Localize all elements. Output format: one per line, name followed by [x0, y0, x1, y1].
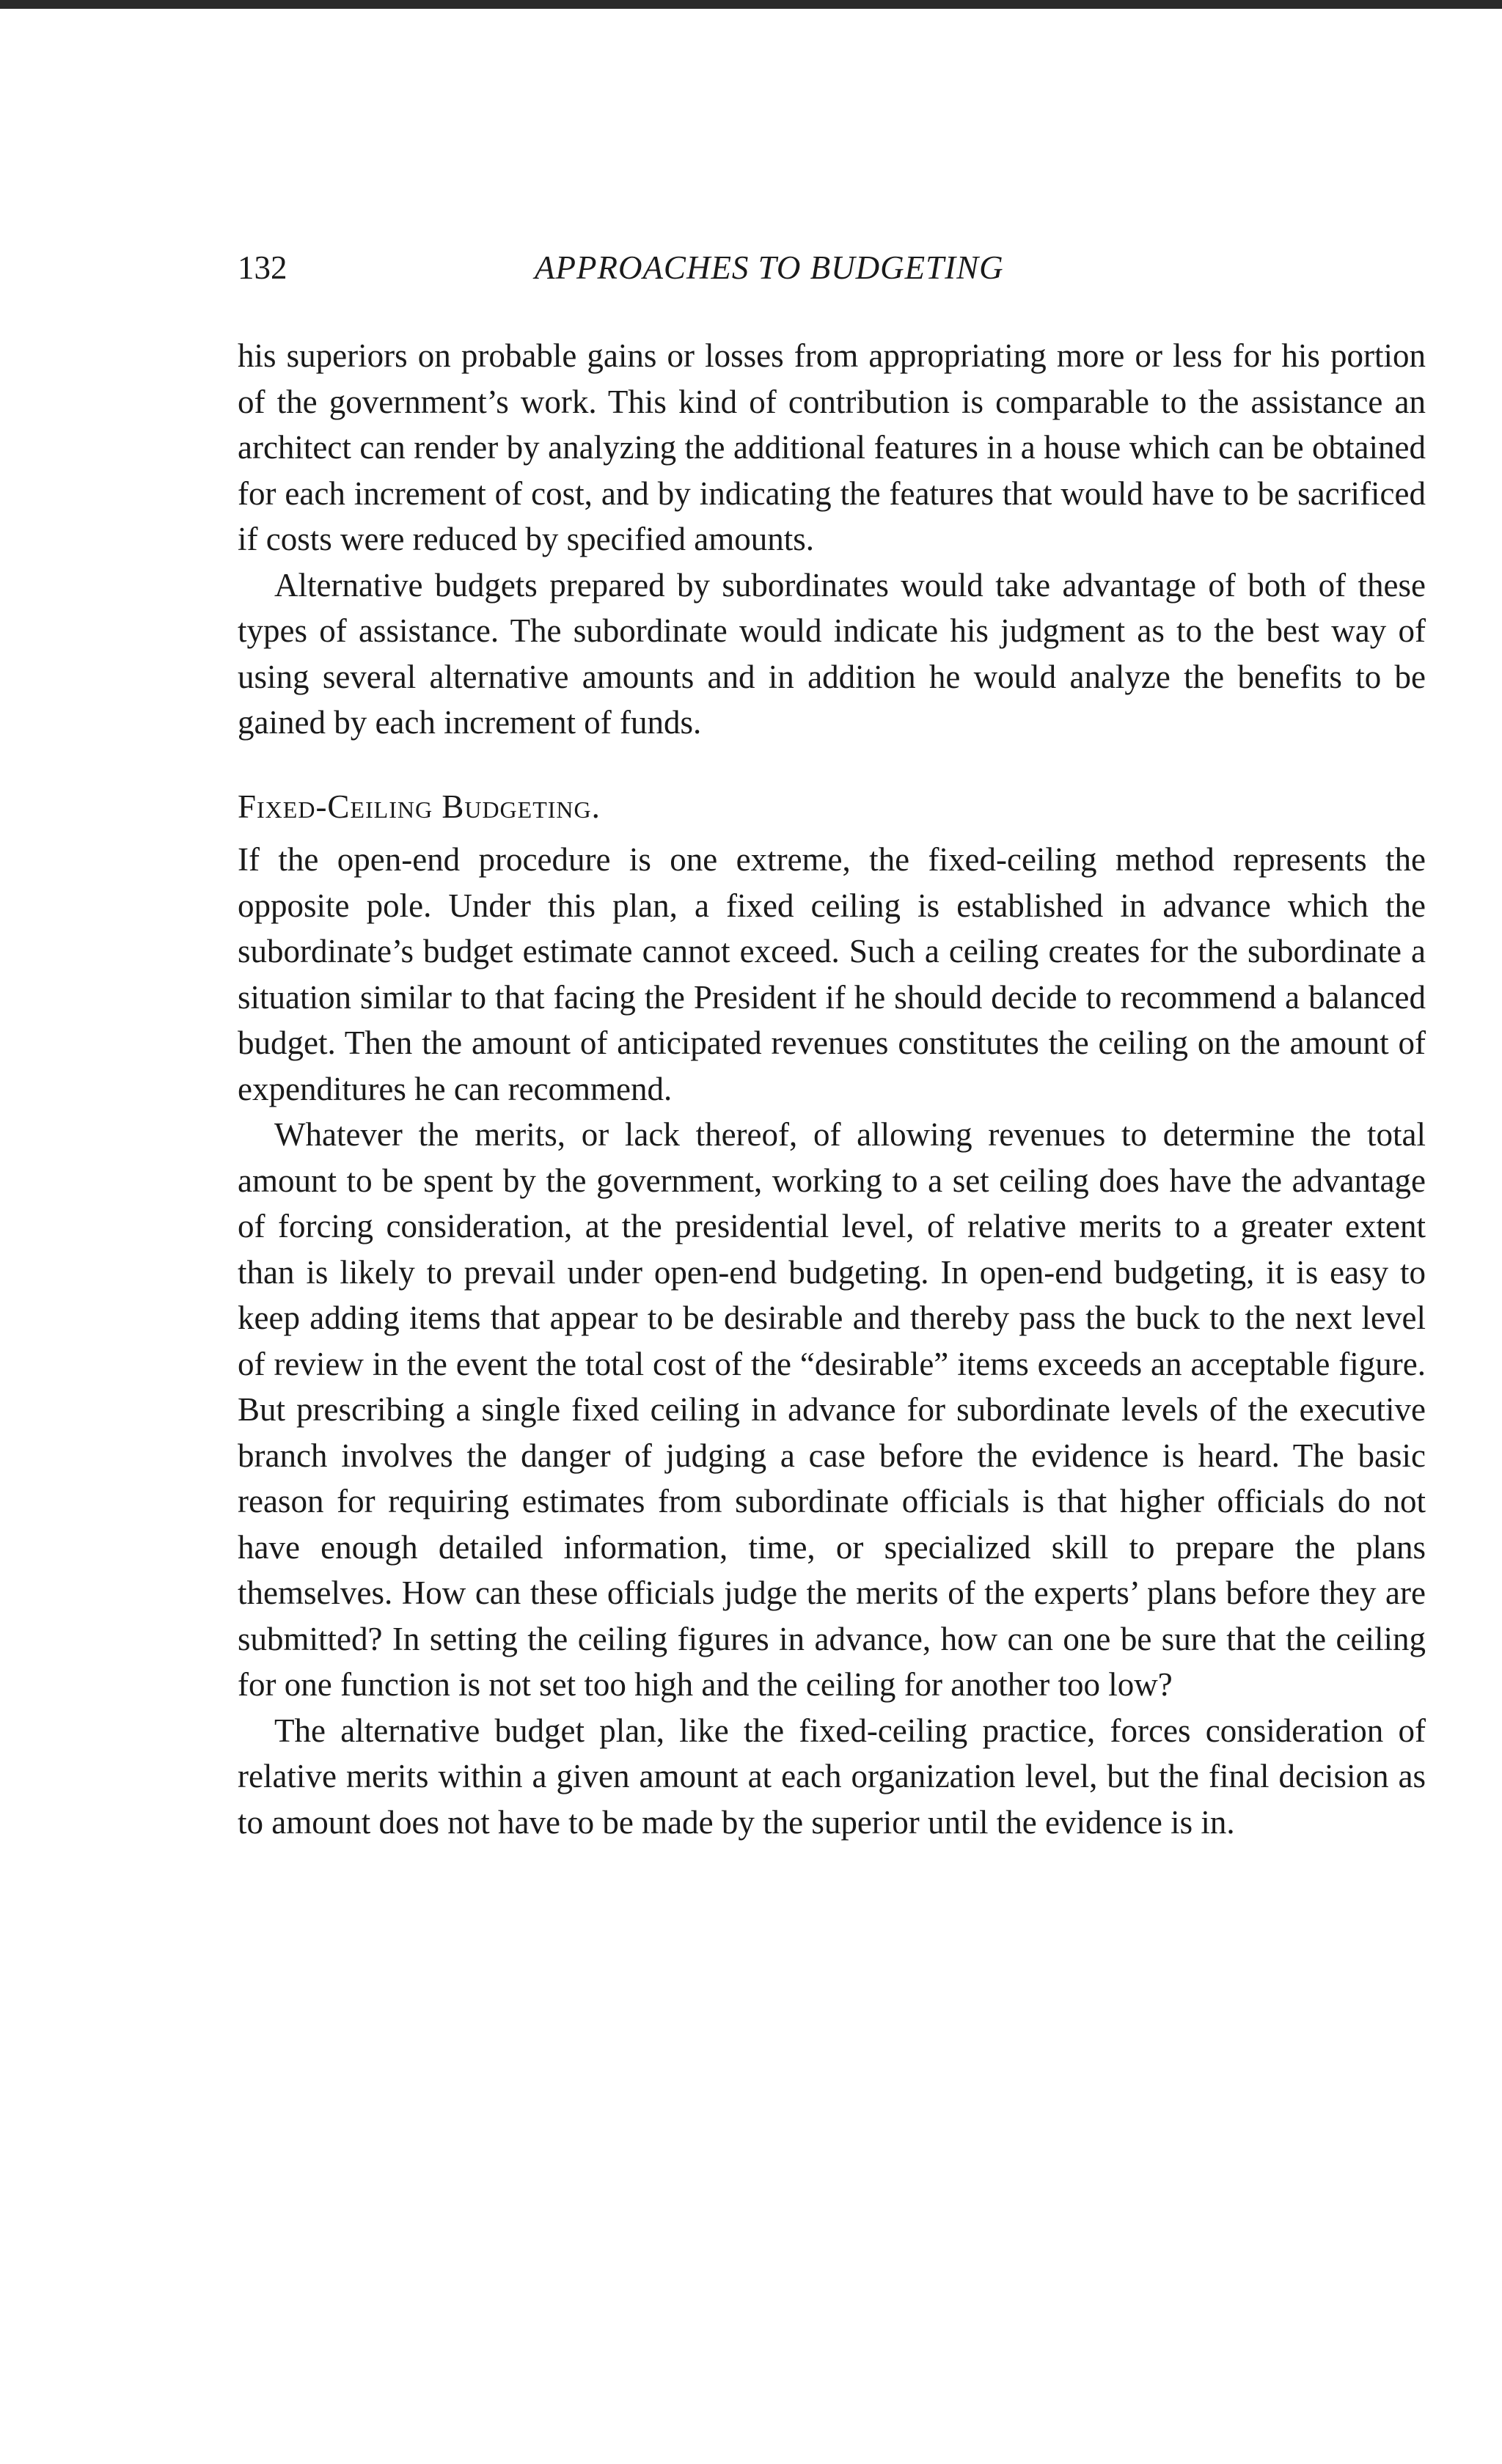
page-number: 132 [238, 249, 287, 286]
section-heading-fixed-ceiling: Fixed-Ceiling Budgeting. [238, 788, 601, 825]
paragraph-continuation: his superiors on probable gains or losses from appropriating more or less for his portion of the government’s work. This kind of contribution is comparable to the assistance an architect can render by analyzing the additional features in a house which can be obtained for each increment of cost, and by indicating the features that would have to be sacrificed if costs were reduced by specified amounts. [238, 337, 1426, 557]
body-text [238, 333, 1426, 1845]
paragraph-alternative-plan: The alternative budget plan, like the fixed-ceiling practice, forces consideration of relative merits within a given amount at each organization level, but the final decision as to amount does not have to be made by the superior until the evidence is in. [238, 1712, 1426, 1841]
paragraph-alternative-budgets: Alternative budgets prepared by subordinates would take advantage of both of these types of assistance. The subordinate would indicate his judgment as to the best way of using several alternative amounts and in addition he would analyze the benefits to be gained by each increment of funds. [238, 566, 1426, 741]
running-head [238, 242, 1426, 293]
paragraph-merits: Whatever the merits, or lack thereof, of allowing revenues to determine the total amount to be spent by the government, working to a set ceiling does have the advantage of forcing consideration, at the presidential level, of relative merits to a greater extent than is likely to prevail under open-end budgeting. In open-end budgeting, it is easy to keep adding items that appear to be desirable and thereby pass the buck to the next level of review in the event the total cost of the “desirable” items exceeds an acceptable figure. But prescribing a single fixed ceiling in advance for subordinate levels of the executive branch involves the danger of judging a case before the evidence is heard. The basic reason for requiring estimates from subordinate officials is that higher officials do not have enough detailed information, time, or specialized skill to prepare the plans themselves. How can these officials judge the merits of the experts’ plans before they are submitted? In setting the ceiling figures in advance, how can one be sure that the ceiling for one function is not set too high and the ceiling for another too low? [238, 1116, 1426, 1703]
paragraph-fixed-ceiling-intro: If the open-end procedure is one extreme, the fixed-ceiling method represents the opposite pole. Under this plan, a fixed ceiling is established in advance which the subordinate’s budget estimate cannot exceed. Such a ceiling creates for the subordinate a situation similar to that facing the President if he should decide to recommend a balanced budget. Then the amount of anticipated revenues constitutes the ceiling on the amount of expenditures he can recommend. [238, 841, 1426, 1107]
running-title: APPROACHES TO BUDGETING [535, 249, 1004, 286]
top-border-rule [0, 0, 1502, 9]
